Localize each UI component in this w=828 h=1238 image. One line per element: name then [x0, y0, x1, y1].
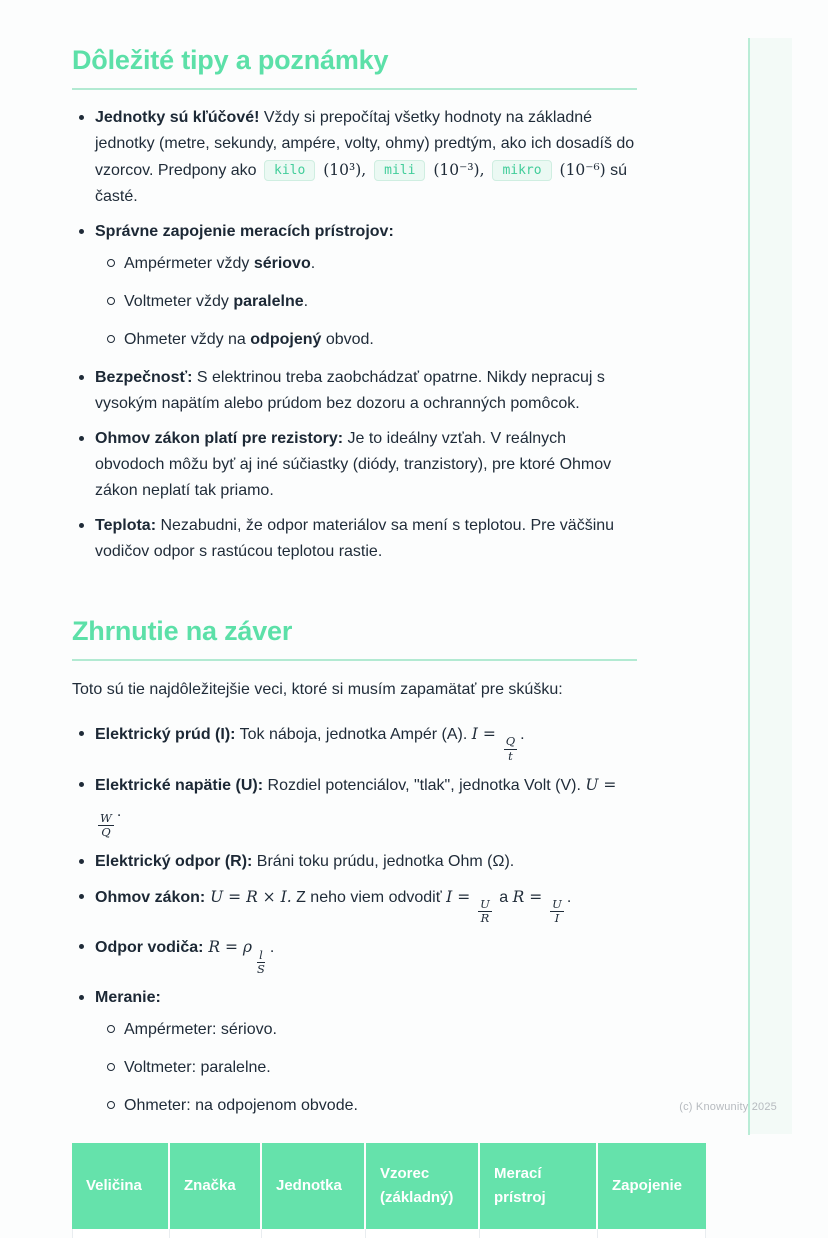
table-header-cell: Zapojenie — [598, 1143, 706, 1229]
list-item-text: Ohmov zákon: U = R × I. Z neho viem odvodiť I = $\frac{U}{R}$ a R = $\frac{U}{I}$ . — [95, 887, 572, 926]
list-item — [72, 721, 637, 763]
summary-table — [72, 1143, 706, 1238]
table-header-cell: Značka — [170, 1143, 262, 1229]
list-item — [97, 289, 637, 315]
list-item-text: Teplota: Nezabudni, že odpor materiálov sa mení s teplotou. Pre väčšinu vodičov odpor s rastúcou teplotou rastie. — [95, 517, 615, 560]
list-item — [72, 849, 637, 875]
section-title-tips: Dôležité tipy a poznámky — [72, 44, 637, 90]
summary-sublist — [97, 1017, 637, 1119]
list-item — [72, 219, 637, 353]
list-item-text: Ampérmeter vždy sériovo. — [124, 255, 316, 272]
page-edge-strip — [750, 38, 792, 1134]
list-item — [97, 1017, 637, 1043]
list-item-text: Jednotky sú kľúčové! Vždy si prepočítaj všetky hodnoty na základné jednotky (metre, sekundy, ampére, volty, ohmy) predtým, ako ich dosadíš do vzorcov. Predpony ako kilo (10³), mili (10⁻³), mikro (10⁻⁶) sú časté. — [95, 109, 635, 205]
section-title-summary: Zhrnutie na záver — [72, 615, 637, 661]
list-item-text: Ampérmeter: sériovo. — [124, 1021, 277, 1038]
list-item-text: Ohmeter vždy na odpojený obvod. — [124, 331, 374, 348]
list-item-text: Elektrický prúd (I): Tok náboja, jednotka Ampér (A). I = $\frac{Q}{t}$ . — [95, 725, 525, 763]
page-edge-line — [748, 38, 750, 1135]
list-item — [72, 934, 637, 976]
list-item — [97, 1055, 637, 1081]
list-item — [72, 985, 637, 1119]
table-header-row — [72, 1143, 706, 1229]
list-item-text: Elektrické napätie (U): Rozdiel potenciálov, "tlak", jednotka Volt (V). U = $\frac{W}{Q}$ . — [95, 775, 617, 840]
table-header-cell: Vzorec (základný) — [366, 1143, 480, 1229]
list-item — [72, 426, 637, 504]
list-item-text: Voltmeter: paralelne. — [124, 1059, 271, 1076]
list-item — [97, 327, 637, 353]
list-item-text: Správne zapojenie meracích prístrojov: — [95, 223, 394, 240]
table-row — [72, 1229, 706, 1238]
list-item — [97, 1093, 637, 1119]
list-item-text: Meranie: — [95, 989, 161, 1006]
list-item — [97, 251, 637, 277]
table-header-cell: Jednotka — [262, 1143, 366, 1229]
list-item-text: Ohmeter: na odpojenom obvode. — [124, 1097, 358, 1114]
list-item — [72, 105, 637, 210]
tips-sublist — [97, 251, 637, 353]
list-item-text: Ohmov zákon platí pre rezistory: Je to ideálny vzťah. V reálnych obvodoch môžu byť aj iné súčiastky (diódy, tranzistory), pre ktoré Ohmov zákon neplatí tak priamo. — [95, 430, 612, 499]
tips-list — [72, 105, 637, 565]
document-page — [72, 44, 683, 1238]
list-item — [72, 365, 637, 417]
list-item-text: Elektrický odpor (R): Bráni toku prúdu, jednotka Ohm (Ω). — [95, 852, 515, 870]
table-header-cell: Merací prístroj — [480, 1143, 598, 1229]
list-item — [72, 772, 637, 840]
table-header-cell: Veličina — [72, 1143, 170, 1229]
list-item — [72, 884, 637, 926]
summary-intro: Toto sú tie najdôležitejšie veci, ktoré si musím zapamätať pre skúšku: — [72, 681, 563, 698]
list-item-text: Voltmeter vždy paralelne. — [124, 293, 309, 310]
list-item-text: Bezpečnosť: S elektrinou treba zaobchádzať opatrne. Nikdy nepracuj s vysokým napätím alebo prúdom bez dozoru a ochranných pomôcok. — [95, 369, 605, 412]
summary-list — [72, 721, 637, 1119]
list-item-text: Odpor vodiča: R = ρ $\frac{l}{S}$ . — [95, 938, 275, 976]
list-item — [72, 513, 637, 565]
watermark: (c) Knowunity 2025 — [679, 1101, 777, 1113]
